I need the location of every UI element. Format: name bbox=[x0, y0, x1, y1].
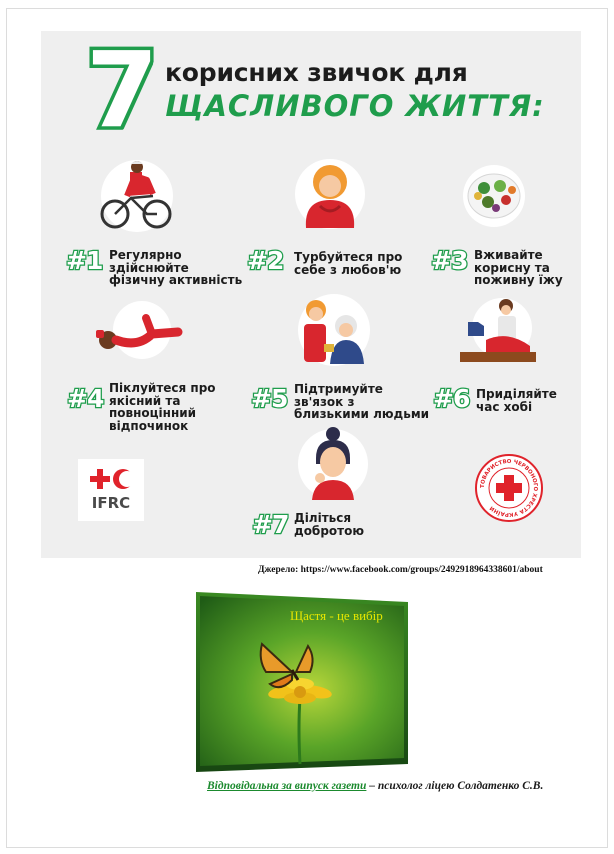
footer-rest: – психолог ліцею Солдатенко С.В. bbox=[366, 780, 544, 792]
ifrc-logo bbox=[78, 459, 144, 521]
infographic-title-line1: корисних звичок для bbox=[165, 58, 468, 87]
habit-text-6: Приділяйте час хобі bbox=[476, 387, 557, 414]
big-seven-numeral: 7 bbox=[86, 29, 159, 151]
habit-text-4: Піклуйтеся про якісний та повноцінний відпочинок bbox=[109, 381, 216, 433]
infographic-title-line2: ЩАСЛИВОГО ЖИТТЯ: bbox=[165, 89, 545, 123]
seal-text: ТОВАРИСТВО ЧЕРВОНОГО ХРЕСТА УКРАЇНИ bbox=[479, 458, 539, 518]
habit-number-7: #7 bbox=[252, 510, 289, 539]
sewing-hobby-illustration bbox=[458, 296, 538, 366]
habit-text-7: Діліться добротою bbox=[294, 511, 365, 538]
habit-text-3: Вживайте корисну та поживну їжу bbox=[474, 248, 563, 287]
habit-number-2: #2 bbox=[247, 246, 284, 275]
red-cross-seal-logo bbox=[474, 453, 544, 523]
habit-text-2: Турбуйтеся про себе з любов'ю bbox=[294, 250, 403, 277]
red-cross-crescent-icon bbox=[90, 467, 132, 491]
habit-number-1: #1 bbox=[66, 246, 103, 275]
resting-person-illustration bbox=[82, 300, 192, 360]
photo-caption: Щастя - це вибір bbox=[290, 608, 383, 623]
cyclist-illustration bbox=[97, 158, 177, 234]
habit-number-5: #5 bbox=[251, 384, 288, 413]
footer-credit bbox=[207, 780, 543, 792]
family-illustration bbox=[294, 292, 374, 368]
source-link[interactable]: Джерело: https://www.facebook.com/groups/2492918964338601/about bbox=[258, 565, 543, 575]
ifrc-label: IFRC bbox=[91, 494, 131, 512]
self-care-illustration bbox=[294, 156, 366, 232]
kindness-illustration bbox=[296, 424, 370, 502]
habit-number-3: #3 bbox=[431, 246, 468, 275]
footer-responsible: Відповідальна за випуск газети bbox=[207, 780, 367, 792]
habit-text-5: Підтримуйте зв'язок з близькими людьми bbox=[294, 382, 430, 421]
habit-number-4: #4 bbox=[67, 384, 104, 413]
salad-bowl-illustration bbox=[456, 164, 532, 228]
habit-number-6: #6 bbox=[433, 384, 470, 413]
habit-text-1: Регулярно здійснюйте фізичну активність bbox=[109, 248, 243, 287]
